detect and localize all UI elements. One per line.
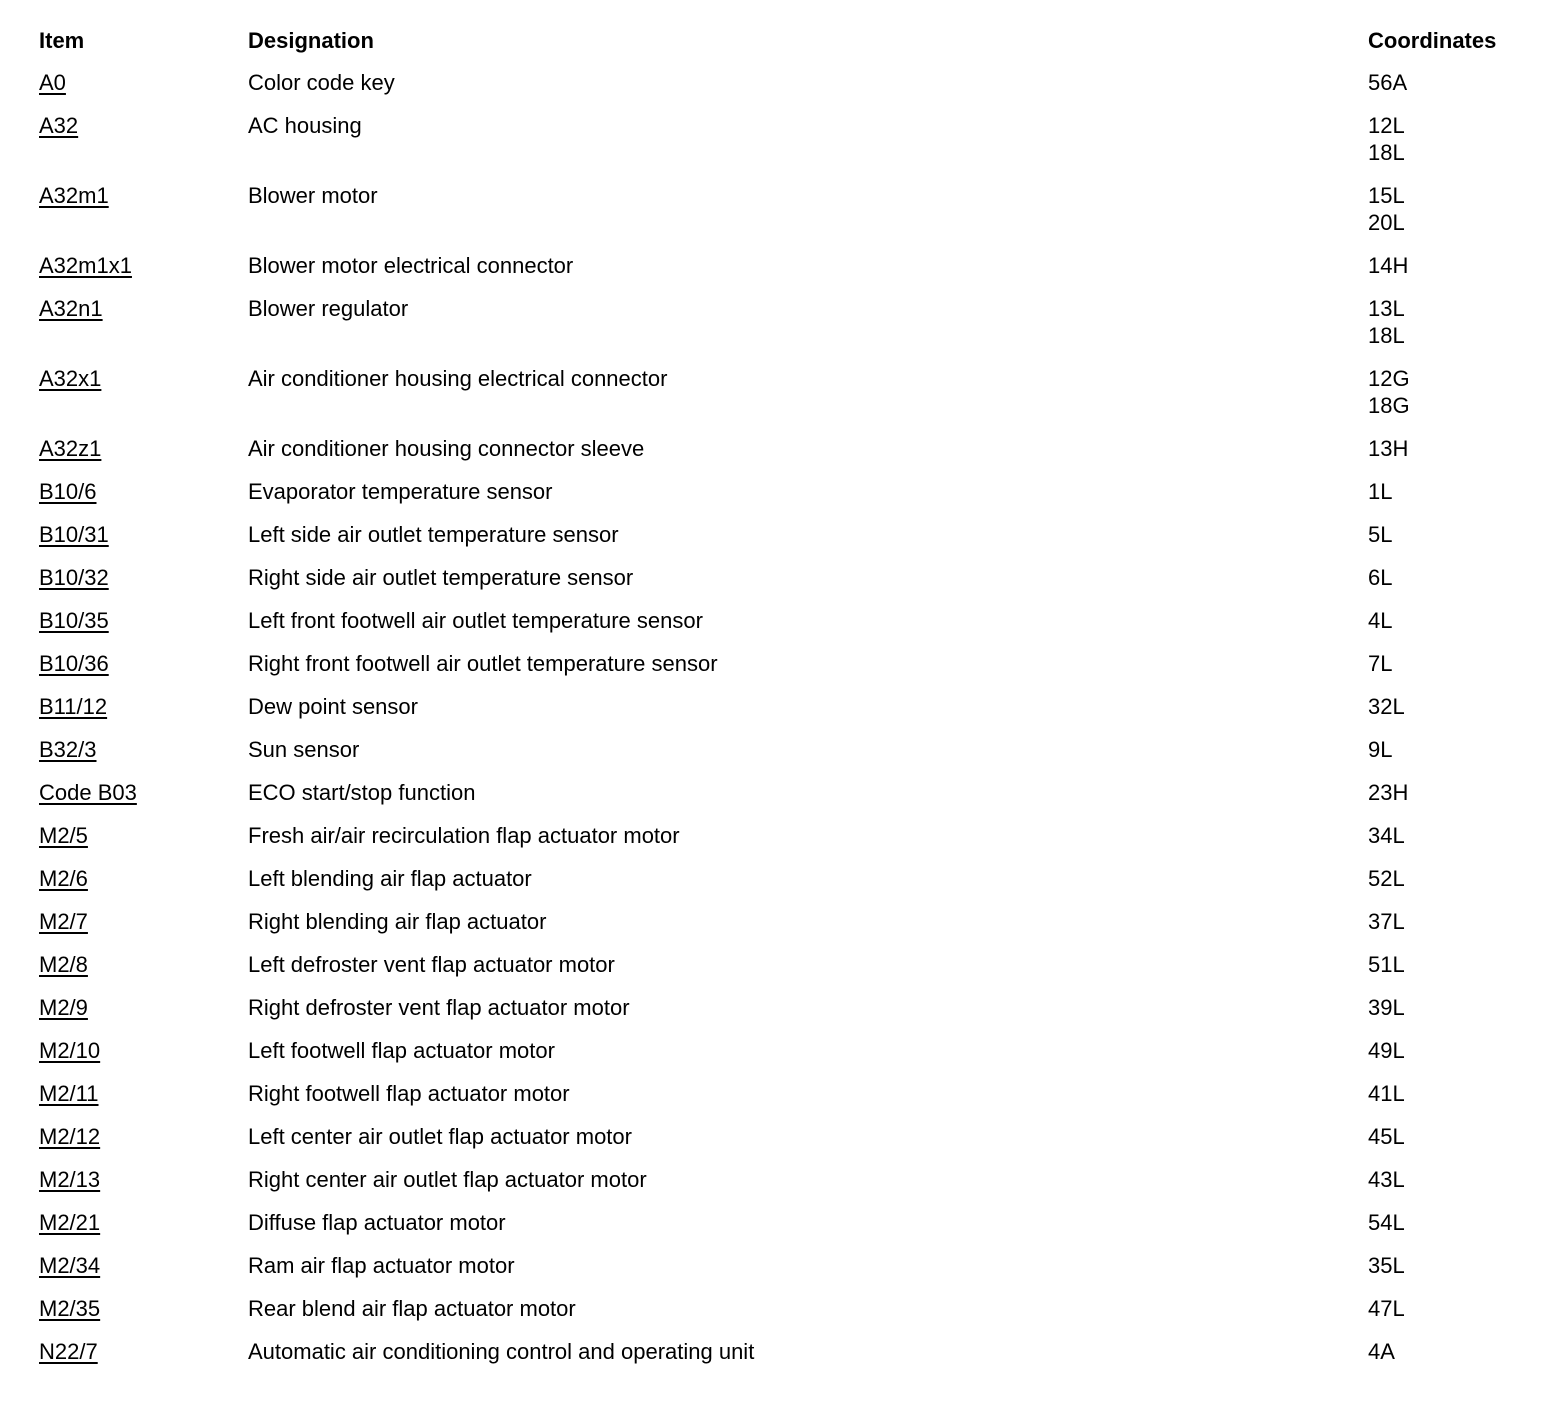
table-row [39,865,1539,908]
coordinate-value: 41L [1368,1081,1405,1106]
item-link[interactable]: B10/6 [39,479,97,504]
coordinate-value: 52L [1368,866,1405,891]
item-link[interactable]: B10/31 [39,522,109,547]
item-cell [39,822,248,865]
coordinate-value: 6L [1368,565,1393,590]
table-row [39,365,1539,435]
designation-cell: Left footwell flap actuator motor [248,1038,555,1063]
item-link[interactable]: M2/8 [39,952,88,977]
item-cell [39,693,248,736]
designation-cell: ECO start/stop function [248,780,476,805]
item-cell [39,1037,248,1080]
table-row [39,607,1539,650]
table-row [39,951,1539,994]
designation-cell: Blower motor electrical connector [248,253,574,278]
coordinates-cell [1368,1252,1539,1295]
coordinate-value: 43L [1368,1167,1405,1192]
designation-cell: Rear blend air flap actuator motor [248,1296,576,1321]
coordinates-cell [1368,1338,1539,1381]
table-row [39,1209,1539,1252]
designation-cell: Right footwell flap actuator motor [248,1081,570,1106]
coordinate-value: 12L [1368,113,1405,138]
item-cell [39,779,248,822]
coordinate-value: 7L [1368,651,1393,676]
coordinates-cell [1368,908,1539,951]
designation-cell: Right front footwell air outlet temperature sensor [248,651,718,676]
table-row [39,908,1539,951]
coordinate-value: 34L [1368,823,1405,848]
item-link[interactable]: M2/11 [39,1081,99,1106]
table-row [39,1123,1539,1166]
coordinate-value: 37L [1368,909,1405,934]
coordinate-value: 18G [1368,393,1410,418]
table-row [39,1338,1539,1381]
designation-cell: Left blending air flap actuator [248,866,532,891]
item-cell [39,1295,248,1338]
item-cell [39,607,248,650]
item-cell [39,182,248,252]
item-link[interactable]: A32m1x1 [39,253,132,278]
header-item: Item [39,28,85,53]
item-cell [39,1123,248,1166]
designation-cell: Air conditioner housing electrical connector [248,366,668,391]
coordinates-cell [1368,693,1539,736]
coordinates-cell [1368,865,1539,908]
coordinate-value: 35L [1368,1253,1405,1278]
coordinate-value: 54L [1368,1210,1405,1235]
item-link[interactable]: M2/12 [39,1124,101,1149]
coordinate-value: 39L [1368,995,1405,1020]
designation-cell: AC housing [248,113,362,138]
coordinate-value: 1L [1368,479,1393,504]
coordinates-cell [1368,1080,1539,1123]
table-row [39,822,1539,865]
item-cell [39,736,248,779]
table-row [39,69,1539,112]
item-link[interactable]: A32n1 [39,296,103,321]
coordinate-value: 18L [1368,140,1405,165]
table-row [39,112,1539,182]
designation-cell: Air conditioner housing connector sleeve [248,436,645,461]
item-link[interactable]: M2/21 [39,1210,101,1235]
designation-cell: Fresh air/air recirculation flap actuator motor [248,823,680,848]
item-link[interactable]: A0 [39,70,66,95]
item-cell [39,1252,248,1295]
coordinates-cell [1368,951,1539,994]
coordinates-cell [1368,69,1539,112]
coordinates-cell [1368,1037,1539,1080]
table-row [39,1166,1539,1209]
coordinates-cell [1368,779,1539,822]
item-cell [39,908,248,951]
item-cell [39,521,248,564]
item-link[interactable]: N22/7 [39,1339,98,1364]
coordinate-value: 32L [1368,694,1405,719]
item-link[interactable]: M2/6 [39,866,88,891]
item-cell [39,564,248,607]
designation-cell: Left side air outlet temperature sensor [248,522,619,547]
table-header-row [39,27,1539,69]
table-row [39,1037,1539,1080]
item-cell [39,865,248,908]
table-row [39,994,1539,1037]
coordinate-value: 13L [1368,296,1405,321]
item-link[interactable]: B10/36 [39,651,109,676]
item-link[interactable]: A32z1 [39,436,102,461]
designation-cell: Dew point sensor [248,694,418,719]
designation-cell: Right side air outlet temperature sensor [248,565,634,590]
coordinates-cell [1368,994,1539,1037]
designation-cell: Sun sensor [248,737,360,762]
table-row [39,1080,1539,1123]
item-link[interactable]: M2/10 [39,1038,101,1063]
coordinate-value: 12G [1368,366,1410,391]
designation-cell: Ram air flap actuator motor [248,1253,515,1278]
item-cell [39,252,248,295]
item-link[interactable]: M2/7 [39,909,88,934]
coordinate-value: 15L [1368,183,1405,208]
table-row [39,478,1539,521]
table-row [39,295,1539,365]
table-row [39,779,1539,822]
coordinates-cell [1368,1295,1539,1338]
table-row [39,736,1539,779]
coordinates-cell [1368,650,1539,693]
item-cell [39,295,248,365]
table-row [39,1252,1539,1295]
designation-cell: Evaporator temperature sensor [248,479,553,504]
item-link[interactable]: Code B03 [39,780,137,805]
item-link[interactable]: M2/35 [39,1296,101,1321]
table-row [39,650,1539,693]
coordinate-value: 20L [1368,210,1405,235]
coordinate-value: 49L [1368,1038,1405,1063]
item-cell [39,365,248,435]
designation-cell: Left defroster vent flap actuator motor [248,952,615,977]
coordinate-value: 5L [1368,522,1393,547]
item-link[interactable]: M2/13 [39,1167,101,1192]
coordinate-value: 45L [1368,1124,1405,1149]
item-link[interactable]: B10/35 [39,608,109,633]
coordinates-cell [1368,295,1539,365]
coordinates-cell [1368,435,1539,478]
coordinate-value: 18L [1368,323,1405,348]
coordinates-cell [1368,822,1539,865]
coordinates-cell [1368,736,1539,779]
item-cell [39,1338,248,1381]
item-cell [39,435,248,478]
designation-cell: Diffuse flap actuator motor [248,1210,506,1235]
designation-cell: Right blending air flap actuator [248,909,547,934]
item-cell [39,478,248,521]
table-row [39,693,1539,736]
item-cell [39,69,248,112]
coordinates-cell [1368,521,1539,564]
coordinate-value: 51L [1368,952,1405,977]
designation-cell: Right defroster vent flap actuator motor [248,995,630,1020]
item-link[interactable]: B32/3 [39,737,97,762]
item-cell [39,1166,248,1209]
header-designation: Designation [248,28,374,53]
designation-cell: Automatic air conditioning control and operating unit [248,1339,755,1364]
item-cell [39,994,248,1037]
coordinate-value: 23H [1368,780,1409,805]
coordinates-cell [1368,112,1539,182]
table-row [39,1295,1539,1338]
designation-cell: Blower regulator [248,296,409,321]
coordinates-cell [1368,1209,1539,1252]
item-link[interactable]: A32 [39,113,79,138]
designation-cell: Left front footwell air outlet temperature sensor [248,608,703,633]
item-cell [39,951,248,994]
designation-cell: Blower motor [248,183,378,208]
table-body [39,69,1539,1381]
coordinates-cell [1368,365,1539,435]
header-coordinates: Coordinates [1368,28,1497,53]
coordinate-value: 56A [1368,70,1408,95]
coordinates-cell [1368,607,1539,650]
table-row [39,252,1539,295]
designation-cell: Right center air outlet flap actuator motor [248,1167,647,1192]
coordinates-cell [1368,1166,1539,1209]
designation-cell: Left center air outlet flap actuator motor [248,1124,632,1149]
item-link[interactable]: B11/12 [39,694,108,719]
item-link[interactable]: M2/9 [39,995,88,1020]
coordinate-value: 47L [1368,1296,1405,1321]
table-row [39,435,1539,478]
coordinate-value: 13H [1368,436,1409,461]
designation-cell: Color code key [248,70,395,95]
component-legend-table [39,27,1539,1381]
item-cell [39,112,248,182]
coordinate-value: 4L [1368,608,1393,633]
item-link[interactable]: B10/32 [39,565,109,590]
item-link[interactable]: A32x1 [39,366,102,391]
item-cell [39,1209,248,1252]
item-cell [39,650,248,693]
item-cell [39,1080,248,1123]
coordinate-value: 14H [1368,253,1409,278]
coordinates-cell [1368,252,1539,295]
coordinates-cell [1368,182,1539,252]
item-link[interactable]: M2/5 [39,823,88,848]
coordinates-cell [1368,1123,1539,1166]
item-link[interactable]: A32m1 [39,183,109,208]
coordinates-cell [1368,478,1539,521]
coordinate-value: 4A [1368,1339,1395,1364]
table-row [39,182,1539,252]
table-row [39,521,1539,564]
table-row [39,564,1539,607]
coordinates-cell [1368,564,1539,607]
item-link[interactable]: M2/34 [39,1253,101,1278]
coordinate-value: 9L [1368,737,1393,762]
